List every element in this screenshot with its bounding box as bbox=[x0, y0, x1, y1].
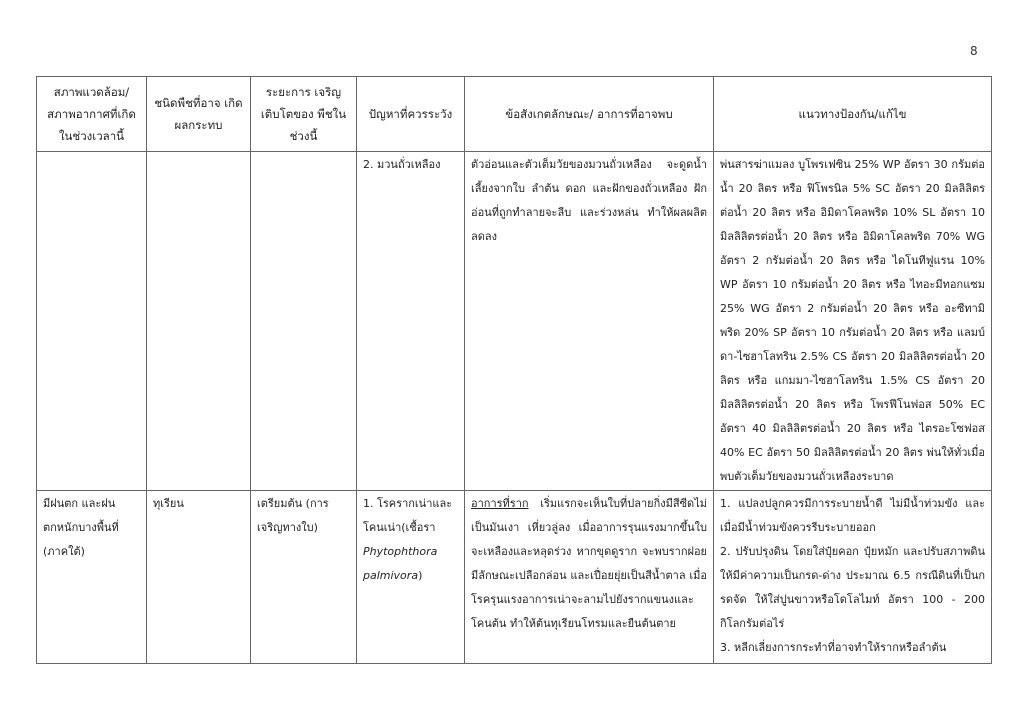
problem-name: 1. โรครากเน่าและโคนเน่า(เชื้อรา bbox=[363, 497, 453, 534]
prevention-item: 2. ปรับปรุงดิน โดยใส่ปุ๋ยคอก ปุ๋ยหมัก และปรับสภาพดินให้มีค่าความเป็นกรด-ด่าง ประมาณ 6.5 กรณีดินที่เป็นกรดจัด ให้ใส่ปูนขาวหรือโดโลไมท์ อัตรา 100 - 200 กิโลกรัมต่อไร่ bbox=[720, 545, 985, 630]
cell-stage bbox=[251, 152, 357, 491]
cell-prevention bbox=[714, 491, 992, 664]
symptoms-label: อาการที่ราก bbox=[471, 497, 529, 510]
cell-prevention: พ่นสารฆ่าแมลง บูโพรเฟซิน 25% WP อัตรา 30 กรัมต่อน้ำ 20 ลิตร หรือ ฟิโพรนิล 5% SC อัตรา 20 มิลลิลิตรต่อน้ำ 20 ลิตร หรือ อิมิดาโคลพริด 10% SL อัตรา 10 มิลลิลิตรต่อน้ำ 20 ลิตร หรือ อิมิดาโคลพริด 70% WG อัตรา 2 กรัมต่อน้ำ 20 ลิตร หรือ ไดโนทีฟูแรน 10% WP อัตรา 10 กรัมต่อน้ำ 20 ลิตร หรือ ไทอะมีทอกแซม 25% WG อัตรา 2 กรัมต่อน้ำ 20 ลิตร หรือ อะซีทามิพริด 20% SP อัตรา 10 กรัมต่อน้ำ 20 ลิตร หรือ แลมบ์ดา-ไซฮาโลทริน 2.5% CS อัตรา 20 มิลลิลิตรต่อน้ำ 20 ลิตร หรือ แกมมา-ไซฮาโลทริน 1.5% CS อัตรา 20 มิลลิลิตรต่อน้ำ 20 ลิตร หรือ โพรฟีโนฟอส 50% EC อัตรา 40 มิลลิลิตรต่อน้ำ 20 ลิตร หรือ ไตรอะโซฟอส 40% EC อัตรา 50 มิลลิลิตรต่อน้ำ 20 ลิตร พ่นให้ทั่วเมื่อพบตัวเต็มวัยของมวนถั่วเหลืองระบาด bbox=[714, 152, 992, 491]
crop-advisory-table bbox=[36, 76, 992, 664]
table-header-row bbox=[37, 77, 992, 152]
cell-environment: มีฝนตก และฝนตกหนักบางพื้นที่ (ภาคใต้) bbox=[37, 491, 147, 664]
scientific-name: Phytophthora palmivora bbox=[363, 545, 438, 582]
symptoms-text: เริ่มแรกจะเห็นใบที่ปลายกิ่งมีสีซีดไม่เป็นมันเงา เหี่ยวลู่ลง เมื่ออาการรุนแรงมากขึ้นใบจะเหลืองและหลุดร่วง หากขุดดูราก จะพบรากฝอยมีลักษณะเปลือกล่อน และเปื่อยยุ่ยเป็นสีน้ำตาล เมื่อโรครุนแรงอาการเน่าจะลามไปยังรากแขนงและโคนต้น ทำให้ต้นทุเรียนโทรมและยืนต้นตาย bbox=[471, 497, 707, 630]
header-environment: สภาพแวดล้อม/ สภาพอากาศที่เกิด ในช่วงเวลานี้ bbox=[37, 77, 147, 152]
cell-problem bbox=[357, 491, 465, 664]
cell-symptoms: ตัวอ่อนและตัวเต็มวัยของมวนถั่วเหลือง จะดูดน้ำเลี้ยงจากใบ ลำต้น ดอก และฝักของถั่วเหลือง ฝักอ่อนที่ถูกทำลายจะลีบ และร่วงหล่น ทำให้ผลผลิตลดลง bbox=[465, 152, 714, 491]
header-growth-stage: ระยะการ เจริญเติบโตของ พืชในช่วงนี้ bbox=[251, 77, 357, 152]
table-row bbox=[37, 152, 992, 491]
prevention-item: 3. หลีกเลี่ยงการกระทำที่อาจทำให้รากหรือลำต้น bbox=[720, 641, 947, 654]
page-number: 8 bbox=[970, 44, 978, 58]
header-symptoms: ข้อสังเกตลักษณะ/ อาการที่อาจพบ bbox=[465, 77, 714, 152]
cell-environment bbox=[37, 152, 147, 491]
header-problem: ปัญหาที่ควรระวัง bbox=[357, 77, 465, 152]
cell-crop bbox=[147, 152, 251, 491]
cell-crop: ทุเรียน bbox=[147, 491, 251, 664]
prevention-item: 1. แปลงปลูกควรมีการระบายน้ำดี ไม่มีน้ำท่วมขัง และเมื่อมีน้ำท่วมขังควรรีบระบายออก bbox=[720, 497, 985, 534]
cell-stage: เตรียมต้น (การเจริญทางใบ) bbox=[251, 491, 357, 664]
cell-problem: 2. มวนถั่วเหลือง bbox=[357, 152, 465, 491]
header-crop: ชนิดพืชที่อาจ เกิดผลกระทบ bbox=[147, 77, 251, 152]
cell-symptoms bbox=[465, 491, 714, 664]
problem-suffix: ) bbox=[418, 569, 423, 582]
header-prevention: แนวทางป้องกัน/แก้ไข bbox=[714, 77, 992, 152]
table-row bbox=[37, 491, 992, 664]
